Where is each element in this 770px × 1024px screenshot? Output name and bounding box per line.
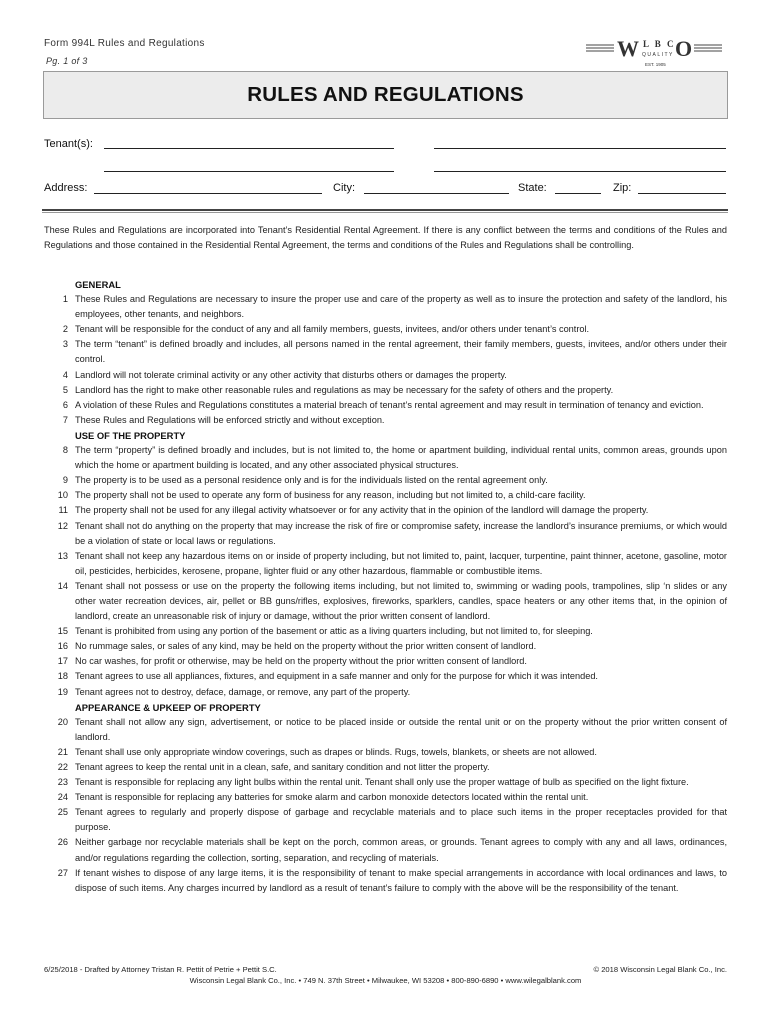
rule-item bbox=[44, 292, 727, 322]
rule-number: 16 bbox=[57, 641, 68, 652]
page-number: Pg. 1 of 3 bbox=[46, 56, 88, 66]
rule-item bbox=[44, 368, 727, 383]
rule-text: No rummage sales, or sales of any kind, may be held on the property without the prior written consent of landlord. bbox=[75, 641, 537, 652]
rule-number: 17 bbox=[57, 656, 68, 667]
rule-number: 6 bbox=[62, 399, 68, 410]
rule-number: 9 bbox=[62, 475, 68, 486]
rule-text: Tenant shall not keep any hazardous items on or inside of property including, but not limited to, paint, lacquer, turpentine, paint thinner, acetone, gasoline, motor oil, pesticides, herbicides, kerosene, propane, lighter fluid or any other hazardous, flammable or combustible items. bbox=[75, 550, 727, 576]
rule-item bbox=[44, 790, 727, 805]
rule-text: Tenant agrees not to destroy, deface, damage, or remove, any part of the property. bbox=[75, 686, 411, 697]
rule-text: Landlord has the right to make other reasonable rules and regulations as may be necessary for the safety of others and the property. bbox=[75, 384, 614, 395]
section-heading: USE OF THE PROPERTY bbox=[75, 429, 186, 441]
address-field[interactable] bbox=[94, 193, 322, 194]
rule-number: 19 bbox=[57, 686, 68, 697]
rule-item bbox=[44, 337, 727, 367]
rule-number: 4 bbox=[62, 369, 68, 380]
rule-item bbox=[44, 685, 727, 700]
rule-item bbox=[44, 488, 727, 503]
rule-text: Neither garbage nor recyclable materials shall be kept on the porch, common areas, or grounds. Tenant agrees to comply with any and all laws, ordinances, and/or regulations regarding the collection, sorting, separation, and recycling of materials. bbox=[75, 837, 727, 863]
logo-est: EST. 1905 bbox=[645, 62, 666, 67]
footer-address: Wisconsin Legal Blank Co., Inc. • 749 N. 37th Street • Milwaukee, WI 53208 • 800-890-6890 • www.wilegalblank.com bbox=[189, 976, 582, 985]
rule-item bbox=[44, 473, 727, 488]
rule-text: A violation of these Rules and Regulations constitutes a material breach of tenant’s rental agreement and may result in termination of tenancy and eviction. bbox=[75, 399, 704, 410]
footer-drafted: 6/25/2018 - Drafted by Attorney Tristan R. Pettit of Petrie + Pettit S.C. bbox=[44, 965, 277, 974]
rule-number: 10 bbox=[57, 490, 68, 501]
logo-lbc: L B C bbox=[643, 39, 676, 49]
footer bbox=[44, 965, 727, 985]
rule-item bbox=[44, 715, 727, 745]
rule-text: Tenant agrees to use all appliances, fixtures, and equipment in a safe manner and only for the purpose for which it was intended. bbox=[75, 671, 598, 682]
rule-number: 1 bbox=[62, 294, 68, 305]
rule-item bbox=[44, 519, 727, 549]
tenant-field-2[interactable] bbox=[434, 148, 726, 149]
zip-label: Zip: bbox=[613, 182, 632, 194]
rule-text: Tenant agrees to keep the rental unit in a clean, safe, and sanitary condition and not litter the property. bbox=[75, 762, 490, 772]
rule-number: 14 bbox=[57, 580, 68, 591]
rule-item bbox=[44, 413, 727, 428]
rule-item bbox=[44, 745, 727, 760]
rule-text: The property is to be used as a personal residence only and is for the individuals listed on the rental agreement only. bbox=[75, 475, 548, 486]
rule-item bbox=[44, 549, 727, 579]
rule-item bbox=[44, 503, 727, 518]
rule-number: 26 bbox=[57, 837, 68, 848]
wlbc-logo bbox=[584, 35, 724, 69]
rule-text: The term “property” is defined broadly and includes, but is not limited to, the home or apartment building, individual rental units, common areas, grounds upon which the home or apartment building is located, and any other associated physical structures. bbox=[75, 445, 727, 471]
city-field[interactable] bbox=[364, 193, 509, 194]
section-heading: GENERAL bbox=[75, 279, 121, 290]
rule-text: The property shall not be used to operate any form of business for any reason, including but not limited to, a child-care facility. bbox=[75, 490, 586, 501]
rules-body bbox=[44, 277, 727, 896]
rule-text: Tenant is responsible for replacing any light bulbs within the rental unit. Tenant shall only use the proper wattage of bulb as specified on the light fixture. bbox=[75, 777, 689, 788]
rule-item bbox=[44, 639, 727, 654]
rule-text: No car washes, for profit or otherwise, may be held on the property without the prior written consent of landlord. bbox=[75, 656, 527, 667]
rule-text: Landlord will not tolerate criminal activity or any other activity that disturbs others or damages the property. bbox=[75, 369, 507, 380]
rule-text: Tenant agrees to regularly and properly dispose of garbage and recyclable materials and to place such items in the proper receptacles provided for that purpose. bbox=[75, 807, 727, 833]
rule-number: 27 bbox=[57, 867, 68, 878]
logo-o: O bbox=[675, 36, 693, 61]
rule-number: 23 bbox=[57, 777, 68, 788]
rule-number: 3 bbox=[62, 339, 68, 350]
section-divider bbox=[42, 209, 728, 213]
tenant-field-3[interactable] bbox=[104, 171, 394, 172]
intro-paragraph: These Rules and Regulations are incorporated into Tenant’s Residential Rental Agreement. If there is any conflict between the terms and conditions of the Rules and Regulations and those contained in the Residential Rental Agreement, the terms and conditions of the Rules and Regulations shall be controlling. bbox=[44, 225, 727, 251]
section-heading: APPEARANCE & UPKEEP OF PROPERTY bbox=[75, 701, 261, 713]
form-header bbox=[44, 38, 205, 66]
rule-number: 7 bbox=[62, 414, 68, 425]
logo-w: W bbox=[617, 36, 639, 61]
rule-item bbox=[44, 654, 727, 669]
rule-number: 21 bbox=[57, 746, 68, 757]
rule-text: These Rules and Regulations will be enforced strictly and without exception. bbox=[75, 414, 385, 425]
form-id: Form 994L Rules and Regulations bbox=[44, 38, 205, 49]
rule-text: Tenant shall use only appropriate window coverings, such as drapes or blinds. Rugs, towels, blankets, or sheets are not allowed. bbox=[75, 746, 597, 757]
rule-text: These Rules and Regulations are necessary to insure the proper use and care of the property as well as to insure the protection and safety of the landlord, his employees, other tenants, and neighbors. bbox=[75, 294, 727, 320]
rule-number: 22 bbox=[57, 762, 68, 772]
rule-text: Tenant will be responsible for the conduct of any and all family members, guests, invitees, and/or others under tenant’s control. bbox=[75, 324, 590, 335]
logo-quality: QUALITY bbox=[642, 52, 674, 58]
rule-text: Tenant shall not allow any sign, advertisement, or notice to be placed inside or outside the rental unit or on the property without the prior written consent of landlord. bbox=[75, 716, 727, 742]
state-field[interactable] bbox=[555, 193, 601, 194]
rule-item bbox=[44, 322, 727, 337]
rule-number: 18 bbox=[57, 671, 68, 682]
rule-text: Tenant is responsible for replacing any batteries for smoke alarm and carbon monoxide detectors located within the rental unit. bbox=[75, 792, 589, 803]
rule-item bbox=[44, 579, 727, 624]
rule-number: 5 bbox=[62, 384, 68, 395]
rule-number: 25 bbox=[57, 807, 68, 818]
rule-text: If tenant wishes to dispose of any large items, it is the responsibility of tenant to make special arrangements in accordance with local ordinances and laws, to dispose of such items. Any charges incurred by landlord as a result of tenant’s failure to comply with the above will be the responsibility of the tenant. bbox=[75, 867, 727, 893]
page-title: RULES AND REGULATIONS bbox=[247, 83, 524, 106]
rule-text: Tenant is prohibited from using any portion of the basement or attic as a living quarters including, but not limited to, for sleeping. bbox=[75, 626, 593, 637]
rule-item bbox=[44, 624, 727, 639]
rule-item bbox=[44, 866, 727, 896]
rule-number: 2 bbox=[62, 324, 68, 335]
tenant-field-4[interactable] bbox=[434, 171, 726, 172]
rule-item bbox=[44, 669, 727, 684]
rule-number: 13 bbox=[57, 550, 68, 561]
rule-item bbox=[44, 383, 727, 398]
rule-item bbox=[44, 775, 727, 790]
rule-item bbox=[44, 760, 727, 775]
rule-item bbox=[44, 835, 727, 865]
rule-number: 11 bbox=[58, 505, 68, 516]
rule-text: The term “tenant” is defined broadly and includes, all persons named in the rental agreement, their family members, guests, invitees, and/or others under their control. bbox=[75, 339, 727, 365]
footer-copyright: © 2018 Wisconsin Legal Blank Co., Inc. bbox=[593, 965, 727, 974]
rule-number: 8 bbox=[62, 445, 68, 456]
rule-item bbox=[44, 398, 727, 413]
rule-number: 15 bbox=[57, 626, 68, 637]
tenant-field-1[interactable] bbox=[104, 148, 394, 149]
city-label: City: bbox=[333, 182, 355, 194]
rule-text: The property shall not be used for any illegal activity whatsoever or for any activity that in the opinion of the landlord will damage the property. bbox=[75, 505, 649, 516]
rule-number: 24 bbox=[57, 792, 68, 803]
rule-text: Tenant shall not possess or use on the property the following items including, but not limited to, swimming or wading pools, trampolines, slip ‘n slides or any other water recreation devices, air, pellet or BB guns/rifles, explosives, fireworks, sparklers, candles, space heaters or any other items that, in the opinion of landlord, create an unreasonable risk of injury or damage, without the prior written consent of landlord. bbox=[75, 580, 727, 622]
rule-item bbox=[44, 805, 727, 835]
rule-item bbox=[44, 443, 727, 473]
rule-number: 20 bbox=[57, 716, 68, 727]
address-label: Address: bbox=[44, 182, 88, 194]
rule-number: 12 bbox=[57, 520, 68, 531]
rule-text: Tenant shall not do anything on the property that may increase the risk of fire or compromise safety, increase the landlord’s insurance premiums, or which would be a violation of state or local laws or regulations. bbox=[75, 520, 727, 546]
title-banner bbox=[43, 71, 728, 119]
state-label: State: bbox=[518, 182, 547, 194]
tenants-label: Tenant(s): bbox=[44, 138, 93, 150]
zip-field[interactable] bbox=[638, 193, 726, 194]
